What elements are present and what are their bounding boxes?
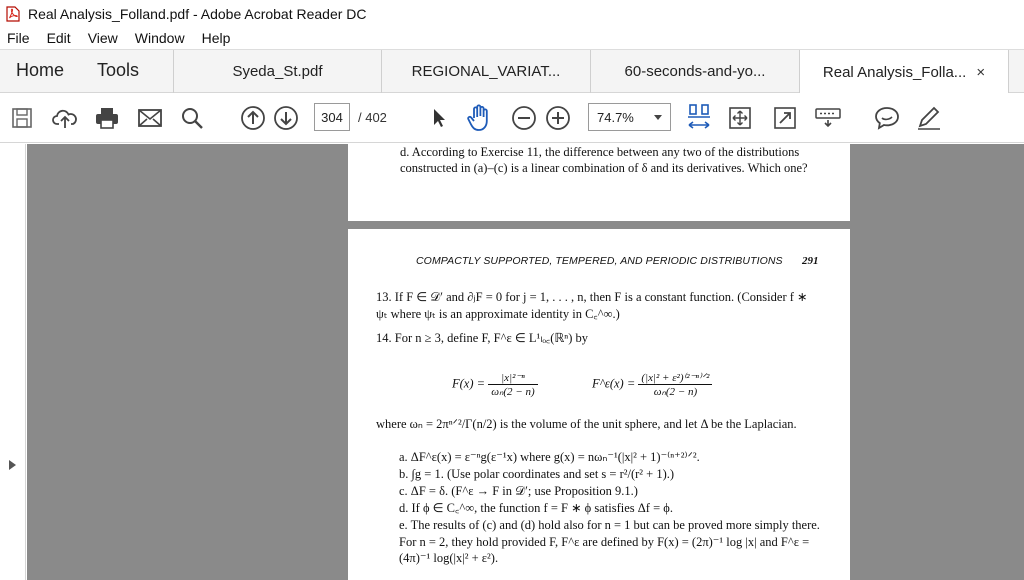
hand-icon[interactable] <box>465 104 493 132</box>
chevron-down-icon <box>654 115 662 120</box>
formula-left-den: ωₙ(2 − n) <box>491 386 535 398</box>
exercise-13: 13. If F ∈ 𝒟′ and ∂ⱼF = 0 for j = 1, . . . , n, then F is a constant function. (Consider f ∗ ψₜ where ψₜ is an approximate identity in C꜀^∞.) <box>376 290 808 321</box>
tab-label: 60-seconds-and-yo... <box>624 63 766 80</box>
tab-regional-variat[interactable] <box>381 50 590 93</box>
formula-left-lhs: F(x) = <box>452 376 486 391</box>
toolbar <box>0 93 1024 143</box>
item-b: b. ∫g = 1. (Use polar coordinates and set s = r²/(r² + 1).) <box>399 467 675 481</box>
exercise-14: 14. For n ≥ 3, define F, F^ε ∈ L¹ₗₒ꜀(ℝⁿ) by <box>376 331 589 345</box>
zoom-in-icon[interactable] <box>544 104 572 132</box>
acrobat-logo-icon <box>6 6 20 22</box>
tab-label: REGIONAL_VARIAT... <box>411 63 561 80</box>
menu-window[interactable]: Window <box>134 30 185 46</box>
keyboard-icon[interactable] <box>814 104 842 132</box>
zoom-value: 74.7% <box>597 109 634 125</box>
upload-cloud-icon[interactable] <box>51 104 79 132</box>
close-tab-icon[interactable]: × <box>976 63 986 81</box>
menu-view[interactable]: View <box>87 30 118 46</box>
menu-file[interactable]: File <box>7 30 30 46</box>
page-up-icon[interactable] <box>239 104 267 132</box>
document-viewport[interactable] <box>27 144 1024 580</box>
item-d: d. If ϕ ∈ C꜀^∞, the function f = F ∗ ϕ satisfies Δf = ϕ. <box>399 501 673 515</box>
pdf-page-prev <box>348 144 850 221</box>
zoom-out-icon[interactable] <box>510 104 538 132</box>
item-e: e. The results of (c) and (d) hold also for n = 1 but can be proved more simply there. For n = 2, they hold provided F, F^ε are defined by F(x) = (2π)⁻¹ log |x| and F^ε = (4π)⁻¹ log(|x|² + ε²). <box>399 518 820 565</box>
tab-label: Real Analysis_Folla... <box>822 63 967 81</box>
menu-bar <box>0 27 1024 49</box>
formula-right-den: ωₙ(2 − n) <box>653 386 698 398</box>
search-icon[interactable] <box>178 104 206 132</box>
tab-label: Syeda_St.pdf <box>232 63 323 80</box>
fit-width-icon[interactable] <box>685 104 713 132</box>
left-panel <box>0 144 26 580</box>
formula-left-num: |x|²⁻ⁿ <box>488 371 537 385</box>
tab-real-analysis[interactable] <box>799 50 1009 94</box>
menu-edit[interactable]: Edit <box>46 30 71 46</box>
fraction <box>488 371 537 398</box>
item-a: a. ΔF^ε(x) = ε⁻ⁿg(ε⁻¹x) where g(x) = nωₙ⁻¹(|x|² + 1)⁻⁽ⁿ⁺²⁾ᐟ². <box>399 450 700 464</box>
tab-home[interactable]: Home <box>16 60 65 80</box>
formula-left <box>452 371 538 398</box>
fullscreen-icon[interactable] <box>771 104 799 132</box>
formula-right-num: (|x|² + ε²)⁽²⁻ⁿ⁾ᐟ² <box>638 371 712 385</box>
item-c: c. ΔF = δ. (F^ε → F in 𝒟′; use Proposition 9.1.) <box>399 484 638 498</box>
email-icon[interactable] <box>136 104 164 132</box>
fraction <box>638 371 712 398</box>
window-title: Real Analysis_Folland.pdf - Adobe Acrobat Reader DC <box>28 5 367 22</box>
print-icon[interactable] <box>93 104 121 132</box>
formula-right <box>592 371 712 398</box>
running-head: COMPACTLY SUPPORTED, TEMPERED, AND PERIODIC DISTRIBUTIONS <box>416 255 783 267</box>
select-arrow-icon[interactable] <box>425 104 453 132</box>
where-text: where ωₙ = 2πⁿᐟ²/Γ(n/2) is the volume of the unit sphere, and let Δ be the Laplacian. <box>376 417 797 431</box>
comment-icon[interactable] <box>873 104 901 132</box>
tab-syeda-st[interactable] <box>173 50 381 93</box>
prev-page-text: d. According to Exercise 11, the difference between any two of the distributions constructed in (a)–(c) is a linear combination of δ and its derivatives. Which one? <box>400 145 808 175</box>
page-number-input[interactable]: 304 <box>314 103 350 131</box>
formula-right-lhs: F^ε(x) = <box>592 376 636 391</box>
title-bar <box>0 0 1024 27</box>
expand-panel-icon[interactable] <box>9 460 16 470</box>
zoom-select[interactable] <box>588 103 671 131</box>
page-total: / 402 <box>358 110 387 125</box>
page-number: 291 <box>802 255 819 267</box>
save-icon[interactable] <box>8 104 36 132</box>
tab-tools[interactable]: Tools <box>97 60 140 80</box>
pen-icon[interactable] <box>915 104 943 132</box>
tab-bar <box>0 49 1024 93</box>
fit-page-icon[interactable] <box>726 104 754 132</box>
page-down-icon[interactable] <box>272 104 300 132</box>
pdf-page-current <box>348 229 850 580</box>
tab-60-seconds[interactable] <box>590 50 799 93</box>
menu-help[interactable]: Help <box>201 30 231 46</box>
